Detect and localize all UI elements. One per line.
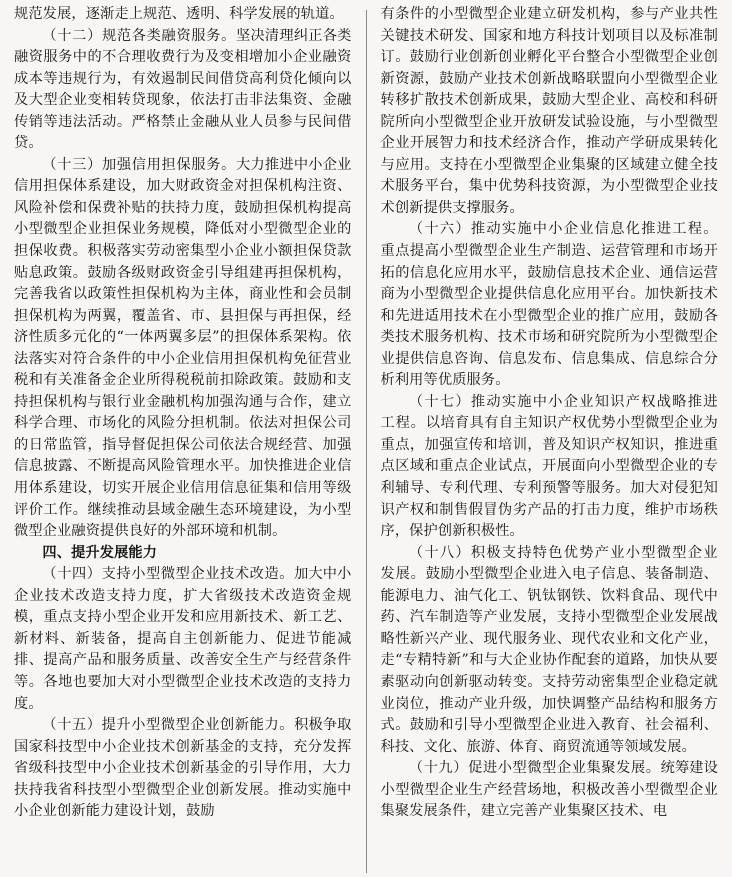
clause-heading: （十五）提升小型微型企业创新能力。 xyxy=(42,717,295,734)
paragraph-text: 坚决清理纠正各类融资服务中的不合理收费行为及变相增加小企业融资成本等违规行为，有效遏制民间借贷高利贷化倾向以及大型企业变相转贷现象，依法打击非法集资、金融传销等违法活动。严格禁止金融从业人员参与民间借贷。 xyxy=(14,27,352,152)
paragraph xyxy=(14,26,352,155)
clause-heading: （十六）推动实施中小企业信息化推进工程。 xyxy=(408,221,718,238)
paragraph xyxy=(381,543,719,758)
column-divider xyxy=(366,10,367,873)
left-column xyxy=(14,4,352,877)
paragraph-text: 大力推进中小企业信用担保体系建设，加大财政资金对担保机构注资、风险补偿和保费补贴的扶持力度，鼓励担保机构提高小型微型企业担保业务规模，降低对小型微型企业的担保收费。积极落实劳动密集型小企业小额担保贷款贴息政策。鼓励各级财政资金引导组建再担保机构，完善我省以政策性担保机构为主体，商业性和会员制担保机构为两翼，覆盖省、市、县担保与再担保，经济性质多元化的“一体两翼多层”的担保体系架构。依法落实对符合条件的中小企业信用担保机构免征营业税和有关准备金企业所得税税前扣除政策。鼓励和支持担保机构与银行业金融机构加强沟通与合作，建立科学合理、市场化的风险分担机制。依法对担保公司的日常监管，指导督促担保公司依法合规经营、加强信息披露、不断提高风险管理水平。加快推进企业信用体系建设，切实开展企业信用信息征集和信用等级评价工作。继续推动县域金融生态环境建设，为小型微型企业融资提供良好的外部环境和机制。 xyxy=(14,156,352,540)
section-heading: 四、提升发展能力 xyxy=(42,544,158,561)
paragraph-text: 有条件的小型微型企业建立研发机构，参与产业共性关键技术研发、国家和地方科技计划项目以及标准制订。鼓励行业创新创业孵化平台整合小型微型企业创新资源，鼓励产业技术创新战略联盟向小型微型企业转移扩散技术创新成果，鼓励大型企业、高校和科研院所向小型微型企业开放研发试验设施，与小型微型企业开展智力和技术经济合作，推动产学研成果转化与应用。支持在小型微型企业集聚的区域建立健全技术服务平台，集中优势科技资源，为小型微型企业技术创新提供支撑服务。 xyxy=(380,6,718,216)
paragraph-text: 以培育具有自主知识产权优势小型微型企业为重点，加强宣传和培训，普及知识产权知识，推进重点区域和重点企业试点，开展面向小型微型企业的专利辅导、专利代理、专利预警等服务。加大对侵犯知识产权和制售假冒伪劣产品的打击力度，维护市场秩序，保护创新积极性。 xyxy=(380,415,718,540)
paragraph-text: 加大中小企业技术改造支持力度，扩大省级技术改造资金规模，重点支持小型企业开发和应用新技术、新工艺、新材料、新装备，提高自主创新能力、促进节能减排、提高产品和服务质量、改善安全生产与经营条件等。各地也要加大对小型微型企业技术改造的支持力度。 xyxy=(14,566,352,712)
clause-heading: （十二）规范各类融资服务。 xyxy=(42,27,237,44)
paragraph-continuation xyxy=(14,4,352,26)
right-column xyxy=(381,4,719,877)
paragraph xyxy=(381,392,719,543)
paragraph xyxy=(14,155,352,543)
paragraph-text: 鼓励小型微型企业进入电子信息、装备制造、能源电力、油气化工、钒钛钢铁、饮料食品、现代中药、汽车制造等产业发展，支持小型微型企业发展战略性新兴产业、现代服务业、现代农业和文化产业，走“专精特新”和与大企业协作配套的道路，加快从要素驱动向创新驱动转变。支持劳动密集型企业稳定就业岗位，推动产业升级，加快调整产品结构和服务方式。鼓励和引导小型微型企业进入教育、社会福利、科技、文化、旅游、体育、商贸流通等领域发展。 xyxy=(380,566,718,755)
paragraph xyxy=(14,564,352,715)
paragraph-continuation xyxy=(381,4,719,219)
paragraph-text: 规范发展，逐渐走上规范、透明、科学发展的轨道。 xyxy=(14,6,344,22)
paragraph-text: 统筹建设小型微型企业生产经营场地，积极改善小型微型企业集聚发展条件，建立完善产业集聚区技术、电 xyxy=(380,760,718,820)
clause-heading: （十九）促进小型微型企业集聚发展。 xyxy=(408,760,661,777)
paragraph xyxy=(14,715,352,823)
paragraph xyxy=(381,758,719,823)
paragraph xyxy=(381,219,719,391)
clause-heading: （十四）支持小型微型企业技术改造。 xyxy=(42,566,295,583)
clause-heading: （十七）推动实施中小企业知识产权战略推进工程。 xyxy=(380,393,718,432)
clause-heading: （十三）加强信用担保服务。 xyxy=(42,156,237,173)
paragraph-text: 积极争取国家科技型中小企业技术创新基金的支持，充分发挥省级科技型中小企业技术创新基金的引导作用，大力扶持我省科技型小型微型企业创新发展。推动实施中小企业创新能力建设计划，鼓励 xyxy=(14,717,352,820)
paragraph-text: 重点提高小型微型企业生产制造、运营管理和市场开拓的信息化应用水平，鼓励信息技术企业、通信运营商为小型微型企业提供信息化应用平台。加快新技术和先进适用技术在小型微型企业的推广应用，鼓励各类技术服务机构、技术市场和研究院所为小型微型企业提供信息咨询、信息发布、信息集成、信息综合分析利用等优质服务。 xyxy=(380,243,718,389)
clause-heading: （十八）积极支持特色优势产业小型微型企业发展。 xyxy=(380,544,718,583)
